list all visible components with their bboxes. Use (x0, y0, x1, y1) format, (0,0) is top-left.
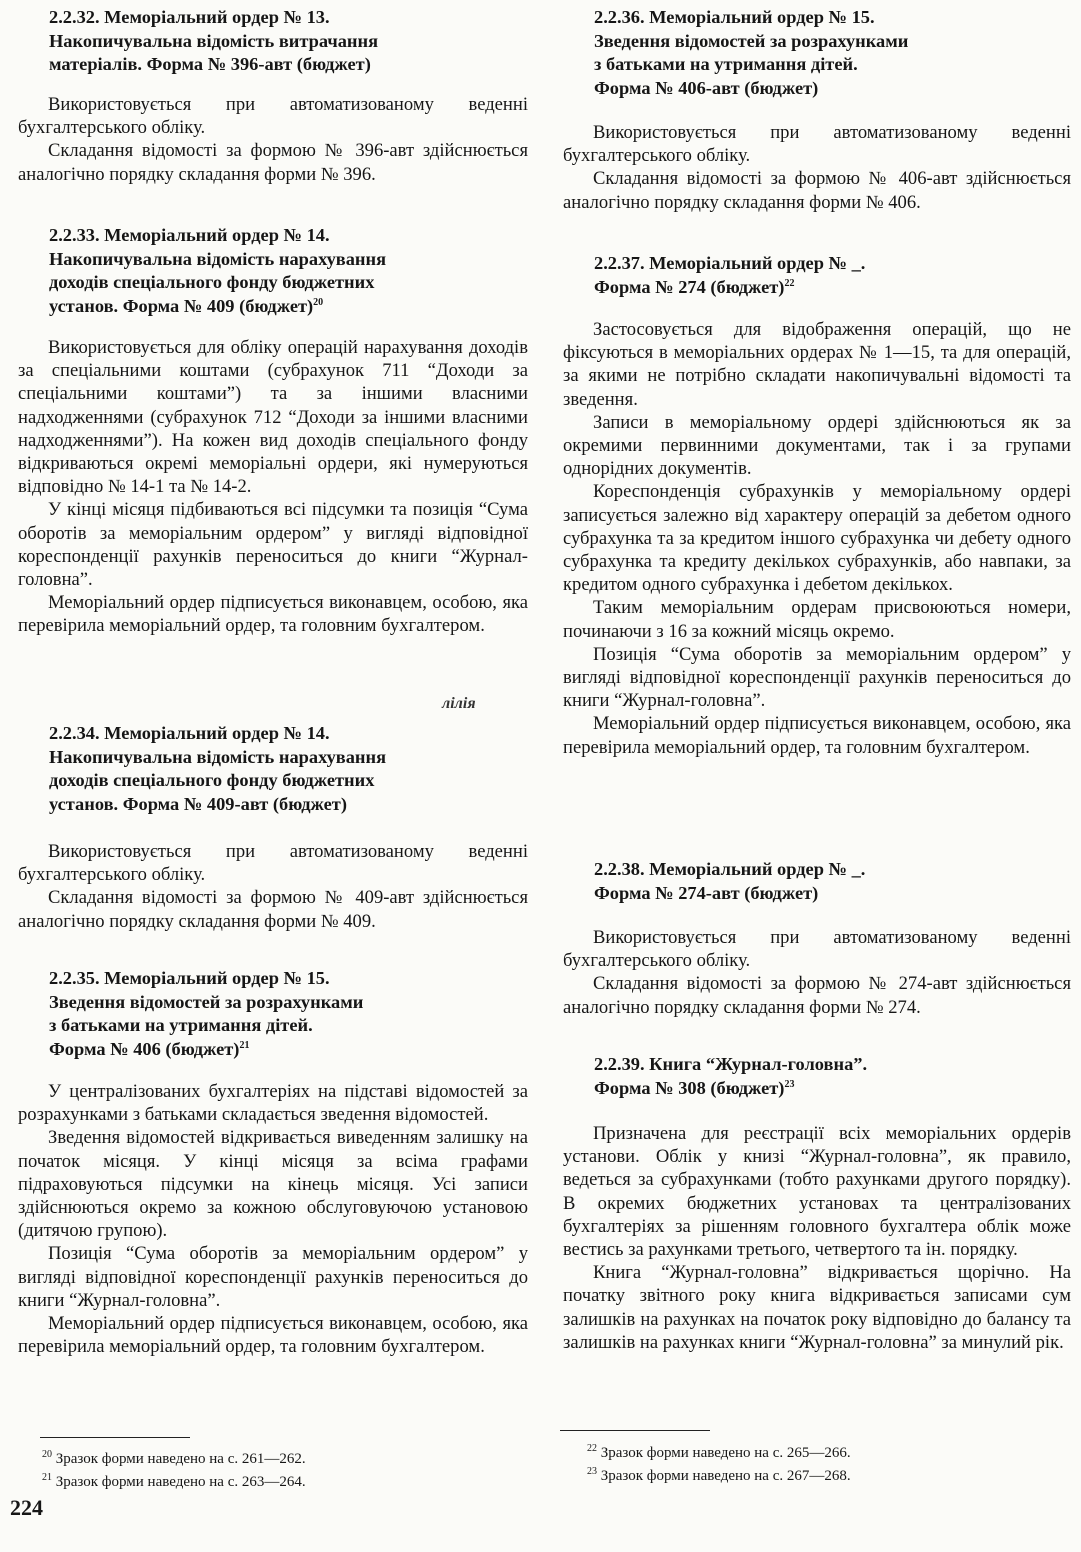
heading-line: доходів спеціального фонду бюджетних (49, 770, 375, 790)
heading-line: з батьками на утримання дітей. (594, 54, 858, 74)
footnote-ref: 22 (784, 277, 795, 289)
footnote-number: 23 (587, 1466, 597, 1477)
section-2-2-36-body (563, 121, 1071, 214)
paragraph: Використовується при автоматизованому веденні бухгалтерського обліку. (563, 122, 1071, 167)
section-heading (563, 1053, 1071, 1100)
footnote-ref: 20 (313, 296, 324, 308)
heading-line: Накопичувальна відомість витрачання (49, 30, 379, 51)
section-2-2-35-body (18, 1080, 528, 1358)
heading-line: Накопичувальна відомість нарахування (49, 746, 387, 767)
footnote (18, 1448, 528, 1471)
paragraph: Зведення відомостей відкривається виведенням залишку на початок місяця. У кінці місяця за всіма графами підраховуються підсумки на кінець місяця. Усі записи здійснюються окремо за кожною обслуговуючою установою (дитячою групою). (18, 1127, 528, 1242)
handwritten-mark: лілія (442, 695, 476, 712)
paragraph: Призначена для реєстрації всіх меморіальних ордерів установи. Облік у книзі “Журнал-головна”, як правило, ведеться за субрахунками (тобто рахунками другого порядку). В окремих бюджетних установах та централізованих бухгалтеріях за рішенням головного бухгалтера облік може вестись за рахунками третього, четвертого та ін. порядку. (563, 1123, 1071, 1261)
footnote-ref: 21 (239, 1039, 250, 1051)
paragraph: Складання відомості за формою № 406-авт здійснюється аналогічно порядку складання форми № 406. (563, 168, 1071, 213)
heading-line: 2.2.38. Меморіальний ордер № _. (594, 859, 866, 879)
footnote-text: Зразок форми наведено на с. 263—264. (55, 1474, 306, 1490)
heading-line: Форма № 274 (бюджет) (594, 276, 785, 297)
section-2-2-38-body (563, 926, 1071, 1019)
paragraph: Складання відомості за формою № 274-авт здійснюється аналогічно порядку складання форми № 274. (563, 973, 1071, 1018)
paragraph: Позиція “Сума оборотів за меморіальним ордером” у вигляді відповідної кореспонденції рахунків переноситься до книги “Журнал-головна”. (563, 643, 1071, 712)
section-heading (18, 967, 528, 1061)
footnote-text: Зразок форми наведено на с. 261—262. (55, 1451, 306, 1467)
heading-line: 2.2.34. Меморіальний ордер № 14. (49, 723, 330, 743)
section-2-2-32-body (18, 93, 528, 186)
heading-line: Зведення відомостей за розрахунками (49, 991, 364, 1012)
heading-line: Форма № 406-авт (бюджет) (594, 77, 819, 98)
heading-line: 2.2.39. Книга “Журнал-головна”. (594, 1054, 868, 1074)
section-2-2-33-body (18, 336, 528, 638)
section-2-2-33 (18, 224, 528, 318)
heading-line: 2.2.32. Меморіальний ордер № 13. (49, 7, 330, 27)
heading-line: установ. Форма № 409 (бюджет) (49, 295, 314, 316)
section-2-2-39-body (563, 1122, 1071, 1354)
paragraph: Складання відомості за формою № 409-авт здійснюється аналогічно порядку складання форми № 409. (18, 887, 528, 932)
paragraph: Використовується для обліку операцій нарахування доходів за спеціальними коштами (субрахунок 711 “Доходи за спеціальними коштами”) та за іншими власними надходженнями (субрахунок 712 “Доходи за іншими власними надходженнями”). На кожен вид доходів спеціального фонду відкриваються окремі меморіальні ордери, які нумеруються відповідно № 14-1 та № 14-2. (18, 337, 528, 498)
paragraph: Меморіальний ордер підписується виконавцем, особою, яка перевірила меморіальний ордер, та головним бухгалтером. (18, 592, 528, 637)
heading-line: Форма № 274-авт (бюджет) (594, 882, 819, 903)
section-2-2-38 (563, 858, 1071, 905)
heading-line: Накопичувальна відомість нарахування (49, 248, 387, 269)
footnotes (18, 1448, 528, 1494)
paragraph: Меморіальний ордер підписується виконавцем, особою, яка перевірила меморіальний ордер, та головним бухгалтером. (563, 713, 1071, 758)
footnote (18, 1471, 528, 1494)
section-2-2-35 (18, 967, 528, 1061)
footnote-rule (40, 1437, 190, 1438)
footnote-ref: 23 (784, 1078, 795, 1090)
heading-line: Форма № 308 (бюджет) (594, 1077, 785, 1098)
heading-line: Зведення відомостей за розрахунками (594, 30, 909, 51)
paragraph: Складання відомості за формою № 396-авт здійснюється аналогічно порядку складання форми № 396. (18, 140, 528, 185)
heading-line: Форма № 406 (бюджет) (49, 1038, 240, 1059)
section-heading (563, 252, 1071, 299)
paragraph: Використовується при автоматизованому веденні бухгалтерського обліку. (563, 927, 1071, 972)
paragraph: Застосовується для відображення операцій, що не фіксуються в меморіальних ордерах № 1—15, та для операцій, за якими не потрібно складати накопичувальні відомості та зведення. (563, 319, 1071, 410)
section-heading (563, 858, 1071, 905)
section-heading (18, 6, 528, 77)
footnote (563, 1442, 1071, 1465)
paragraph: Позиція “Сума оборотів за меморіальним ордером” у вигляді відповідної кореспонденції рахунків переноситься до книги “Журнал-головна”. (18, 1243, 528, 1311)
paragraph: У централізованих бухгалтеріях на підставі відомостей за розрахунками з батьками складається зведення відомостей. (18, 1081, 528, 1126)
section-heading (18, 224, 528, 318)
footnote (563, 1465, 1071, 1488)
footnote-text: Зразок форми наведено на с. 265—266. (600, 1445, 851, 1461)
heading-line: 2.2.35. Меморіальний ордер № 15. (49, 968, 330, 988)
paragraph: Записи в меморіальному ордері здійснюються як за окремими первинними документами, так і за групами однорідних документів. (563, 411, 1071, 480)
footnote-number: 21 (42, 1472, 52, 1483)
paragraph: Використовується при автоматизованому веденні бухгалтерського обліку. (18, 94, 528, 139)
paragraph: У кінці місяця підбиваються всі підсумки та позиція “Сума оборотів за меморіальним ордером” у вигляді відповідної кореспонденції рахунків переноситься до книги “Журнал-головна”. (18, 499, 528, 591)
paragraph: Таким меморіальним ордерам присвоюються номери, починаючи з 16 за кожний місяць окремо. (563, 597, 1071, 642)
heading-line: 2.2.37. Меморіальний ордер № _. (594, 253, 866, 273)
page-number: 224 (10, 1495, 43, 1520)
footnote-text: Зразок форми наведено на с. 267—268. (600, 1468, 851, 1484)
footnote-number: 22 (587, 1443, 597, 1454)
section-2-2-37-body (563, 318, 1071, 759)
paragraph: Використовується при автоматизованому веденні бухгалтерського обліку. (18, 841, 528, 886)
section-2-2-37 (563, 252, 1071, 299)
heading-line: 2.2.36. Меморіальний ордер № 15. (594, 7, 875, 27)
section-2-2-36 (563, 6, 1071, 100)
heading-line: 2.2.33. Меморіальний ордер № 14. (49, 225, 330, 245)
heading-line: матеріалів. Форма № 396-авт (бюджет) (49, 54, 371, 74)
section-heading (563, 6, 1071, 100)
section-2-2-39 (563, 1053, 1071, 1100)
section-2-2-34 (18, 722, 528, 816)
section-heading (18, 722, 528, 816)
heading-line: установ. Форма № 409-авт (бюджет) (49, 793, 347, 814)
footnote-number: 20 (42, 1449, 52, 1460)
section-2-2-32 (18, 6, 528, 77)
paragraph: Меморіальний ордер підписується виконавцем, особою, яка перевірила меморіальний ордер, та головним бухгалтером. (18, 1313, 528, 1358)
paragraph: Книга “Журнал-головна” відкривається щорічно. На початку звітного року книга відкривається записами сум залишків на рахунках на початок року відповідно до балансу та залишків на рахунках книги “Журнал-головна” за минулий рік. (563, 1262, 1071, 1353)
footnote-rule (560, 1430, 710, 1431)
heading-line: доходів спеціального фонду бюджетних (49, 272, 375, 292)
section-2-2-34-body (18, 840, 528, 933)
heading-line: з батьками на утримання дітей. (49, 1015, 313, 1035)
paragraph: Кореспонденція субрахунків у меморіальному ордері записується залежно від характеру операцій за дебетом одного субрахунка та за кредитом іншого субрахунка чи дебету одного субрахунка та кредиту декількох субрахунків, або навпаки, за кредитом одного субрахунка і дебетом декількох. (563, 481, 1071, 596)
footnotes (563, 1442, 1071, 1488)
